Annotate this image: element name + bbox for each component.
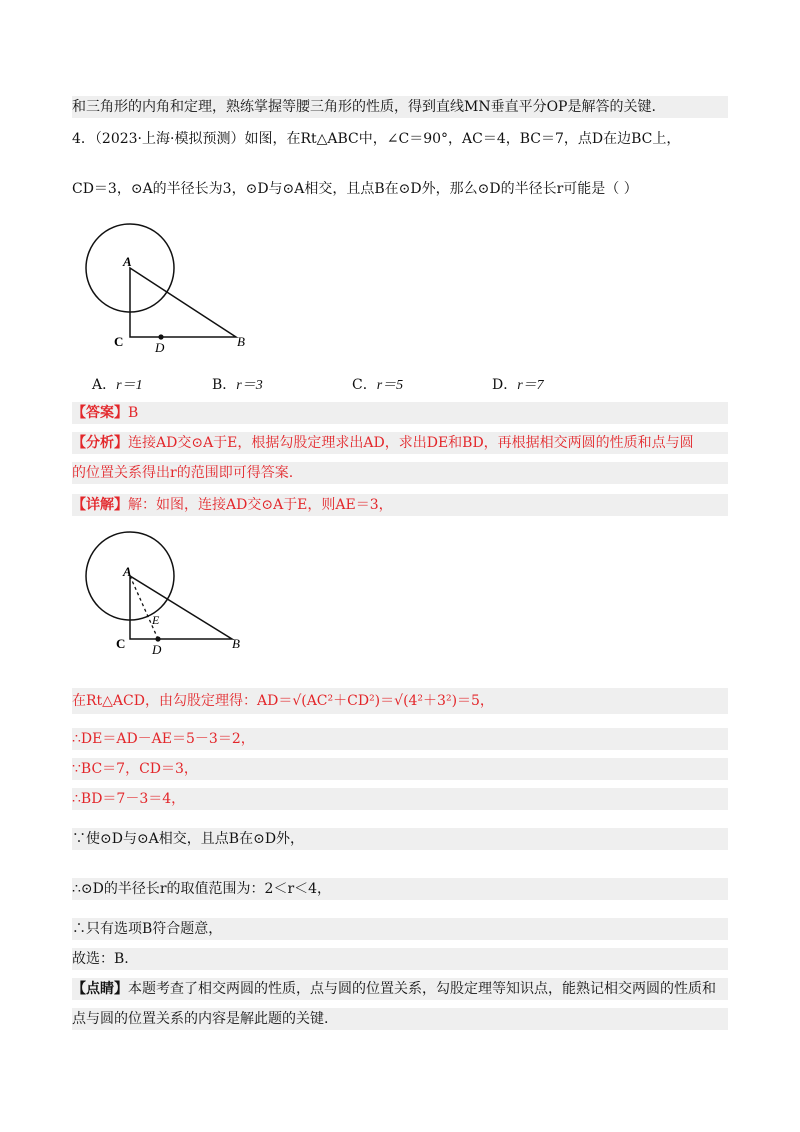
label-d: D xyxy=(155,340,165,355)
question-figure xyxy=(72,222,272,362)
detail-step-2: ∴DE＝AD－AE＝5－3＝2， xyxy=(72,728,728,750)
option-a: A．r＝1 xyxy=(92,377,143,393)
label-b: B xyxy=(237,334,245,349)
detail-step-5: ∵使⊙D与⊙A相交，且点B在⊙D外， xyxy=(72,828,728,850)
detail-step-4: ∴BD＝7－3＝4， xyxy=(72,788,728,810)
label-b-solution: B xyxy=(232,636,240,651)
option-b: B．r＝3 xyxy=(212,377,263,393)
comment-line-2: 点与圆的位置关系的内容是解此题的关键. xyxy=(72,1008,728,1030)
detail-step-3: ∵BC＝7，CD＝3， xyxy=(72,758,728,780)
comment-line-1: 【点睛】本题考查了相交两圆的性质，点与圆的位置关系，勾股定理等知识点，能熟记相交两圆的性质和 xyxy=(72,978,728,1000)
question-text-2: CD＝3，⊙A的半径长为3，⊙D与⊙A相交，且点B在⊙D外，那么⊙D的半径长r可能是（ ） xyxy=(72,181,638,197)
question-line-1 xyxy=(72,128,680,150)
detail-step-1: 在Rt△ACD，由勾股定理得：AD＝√(AC²＋CD²)＝√(4²＋3²)＝5， xyxy=(72,688,728,714)
label-a: A xyxy=(123,254,132,269)
answer-line: 【答案】B xyxy=(72,402,728,424)
detail-step-7: ∴只有选项B符合题意， xyxy=(72,918,728,940)
question-source: （2023·上海·模拟预测） xyxy=(94,131,245,147)
triangle-abc xyxy=(130,268,236,337)
label-c-solution: C xyxy=(116,636,126,651)
detail-line-1: 【详解】解：如图，连接AD交⊙A于E，则AE＝3， xyxy=(72,494,728,516)
label-e-solution: E xyxy=(152,613,160,627)
option-d: D．r＝7 xyxy=(492,377,544,393)
analysis-line-2: 的位置关系得出r的范围即可得答案. xyxy=(72,462,728,484)
previous-solution-ending: 和三角形的内角和定理，熟练掌握等腰三角形的性质，得到直线MN垂直平分OP是解答的关键. xyxy=(72,96,728,118)
label-c: C xyxy=(114,334,124,349)
question-number: 4． xyxy=(72,131,95,147)
solution-figure xyxy=(72,526,250,664)
label-d-solution: D xyxy=(152,642,162,657)
label-a-solution: A xyxy=(123,564,132,579)
detail-step-6: ∴⊙D的半径长r的取值范围为：2＜r＜4， xyxy=(72,878,728,900)
analysis-line-1: 【分析】连接AD交⊙A于E，根据勾股定理求出AD，求出DE和BD，再根据相交两圆的性质和点与圆 xyxy=(72,432,728,454)
question-text-1: 如图，在Rt△ABC中，∠C＝90°，AC＝4，BC＝7，点D在边BC上， xyxy=(244,131,681,147)
point-d xyxy=(158,334,163,339)
option-c: C．r＝5 xyxy=(352,377,404,393)
detail-step-8: 故选：B. xyxy=(72,948,728,970)
point-d-solution xyxy=(155,636,160,641)
question-line-2 xyxy=(72,178,638,200)
